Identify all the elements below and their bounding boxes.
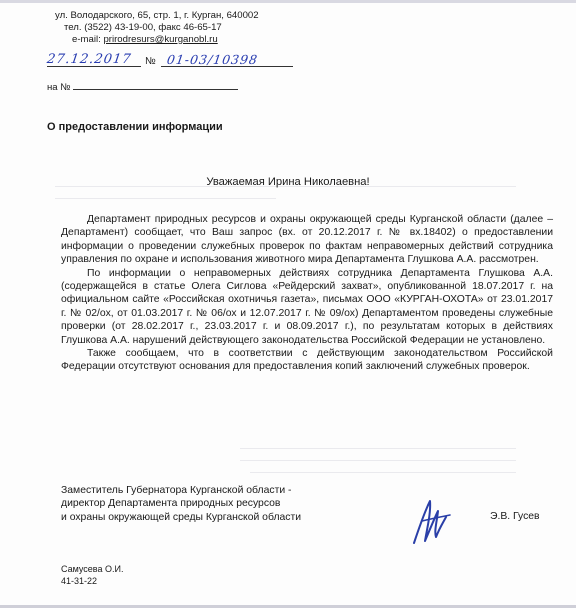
signatory-title-line: директор Департамента природных ресурсов — [61, 498, 281, 510]
body-paragraph-1: Департамент природных ресурсов и охраны окружающей среды Курганской области (далее – Департамент) сообщает, что Ваш запрос (вх. от 20.12.2017 г. № вх.18402) о предоставлении информации о проведении служебных проверок по фактам неправомерных действий сотрудника управления по охране и использования животного мира Департамента Глушкова А.А. рассмотрен. — [61, 214, 553, 266]
signatory-name: Э.В. Гусев — [490, 511, 540, 522]
executor-info — [61, 564, 123, 587]
executor-phone: 41-31-22 — [61, 575, 98, 586]
signatory-title-line: Заместитель Губернатора Курганской области - — [61, 485, 292, 496]
letterhead-email-label: e-mail: — [72, 34, 104, 45]
signatory-title — [61, 484, 301, 524]
reply-reference-blank — [73, 80, 238, 90]
reply-reference — [47, 80, 238, 93]
reference-number: 01-03/10398 — [165, 52, 260, 67]
letterhead-email-link[interactable]: prirodresurs@kurganobl.ru — [103, 34, 218, 45]
letterhead-email-line — [55, 34, 259, 46]
salutation: Уважаемая Ирина Николаевна! — [206, 176, 370, 188]
reference-number-label: № — [145, 56, 156, 67]
page-top-edge — [0, 0, 576, 3]
show-through-line — [55, 198, 276, 199]
reference-date: 27.12.2017 — [45, 52, 133, 67]
signatory-title-line: и охраны окружающей среды Курганской области — [61, 511, 302, 523]
show-through-line — [240, 448, 516, 449]
reply-reference-label: на № — [47, 82, 71, 93]
executor-name: Самусева О.И. — [61, 564, 124, 574]
handwritten-signature — [400, 495, 460, 549]
body-paragraph-2: По информации о неправомерных действиях сотрудника Департамента Глушкова А.А. (содержащейся в статье Олега Сиглова «Рейдерский захват», опубликованной 18.07.2017 г. на официальном сайте «Российская охотничья газета», письмах ООО «КУРГАН-ОХОТА» от 23.01.2017 г. № 02/ох, от 01.03.2017 г. № 06/ох и 12.07.2017 г. № 09/ох) Департаментом проведены служебные проверки (от 28.02.2017 г., 23.03.2017 г. и 08.09.2017 г.), по результатам которых в действиях Глушкова А.А. нарушений действующего законодательства Российской Федерации не установлено. — [61, 267, 553, 346]
letterhead — [55, 10, 259, 46]
letter-body — [61, 213, 553, 374]
letter-subject: О предоставлении информации — [47, 121, 223, 133]
reference-line — [47, 52, 307, 72]
reference-number-underline — [161, 66, 293, 67]
show-through-line — [250, 472, 516, 473]
show-through-line — [240, 460, 516, 461]
body-paragraph-3: Также сообщаем, что в соответствии с действующим законодательством Российской Федерации отсутствуют основания для предоставления копий заключений служебных проверок. — [61, 348, 553, 373]
letterhead-phone: тел. (3522) 43-19-00, факс 46-65-17 — [64, 22, 222, 33]
letterhead-address: ул. Володарского, 65, стр. 1, г. Курган, 640002 — [55, 10, 259, 21]
reference-date-underline — [47, 66, 141, 67]
